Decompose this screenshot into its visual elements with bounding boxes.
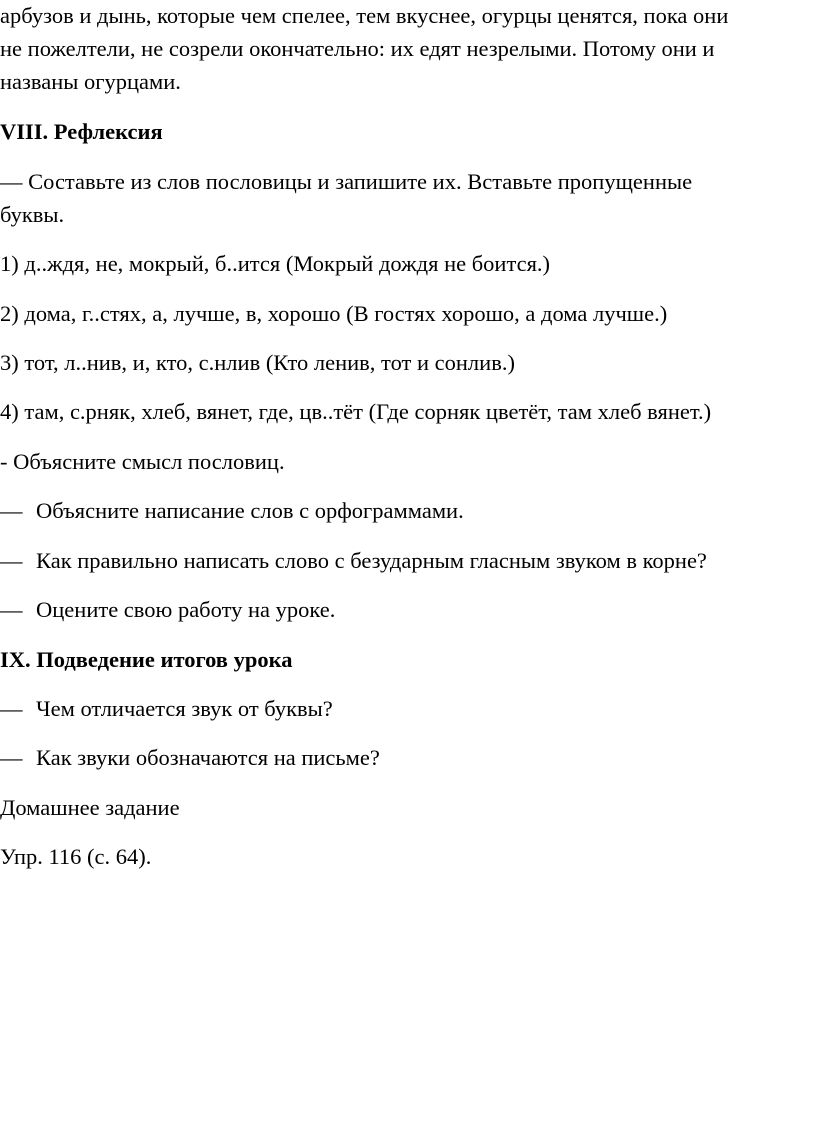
explain-line: - Объясните смысл пословиц. [0, 449, 285, 474]
proverb-item: 4) там, с.рняк, хлеб, вянет, где, цв..тёт (Где сорняк цветёт, там хлеб вянет.) [0, 399, 712, 424]
intro-line: арбузов и дынь, которые чем спелее, тем вкуснее, огурцы ценятся, пока они [0, 3, 729, 28]
question: — Объясните написание слов с орфограммами. [0, 498, 464, 523]
intro-line: названы огурцами. [0, 69, 181, 94]
question: — Чем отличается звук от буквы? [0, 696, 333, 721]
proverb-item: 1) д..ждя, не, мокрый, б..ится (Мокрый дождя не боится.) [0, 251, 551, 276]
question: — Оцените свою работу на уроке. [0, 597, 336, 622]
proverb-item: 2) дома, г..стях, а, лучше, в, хорошо (В гостях хорошо, а дома лучше.) [0, 301, 668, 326]
question: — Как звуки обозначаются на письме? [0, 745, 380, 770]
section-heading-9: IX. Подведение итогов урока [0, 647, 293, 672]
homework-heading: Домашнее задание [0, 795, 180, 820]
section-heading-8: VIII. Рефлексия [0, 119, 163, 144]
task-line: — Составьте из слов пословицы и запишите их. Вставьте пропущенные [0, 169, 693, 194]
question: — Как правильно написать слово с безударным гласным звуком в корне? [0, 548, 707, 573]
intro-line: не пожелтели, не созрели окончательно: их едят незрелыми. Потому они и [0, 36, 715, 61]
proverb-item: 3) тот, л..нив, и, кто, с.нлив (Кто ленив, тот и сонлив.) [0, 350, 515, 375]
task-line: буквы. [0, 202, 65, 227]
homework-text: Упр. 116 (с. 64). [0, 844, 152, 869]
